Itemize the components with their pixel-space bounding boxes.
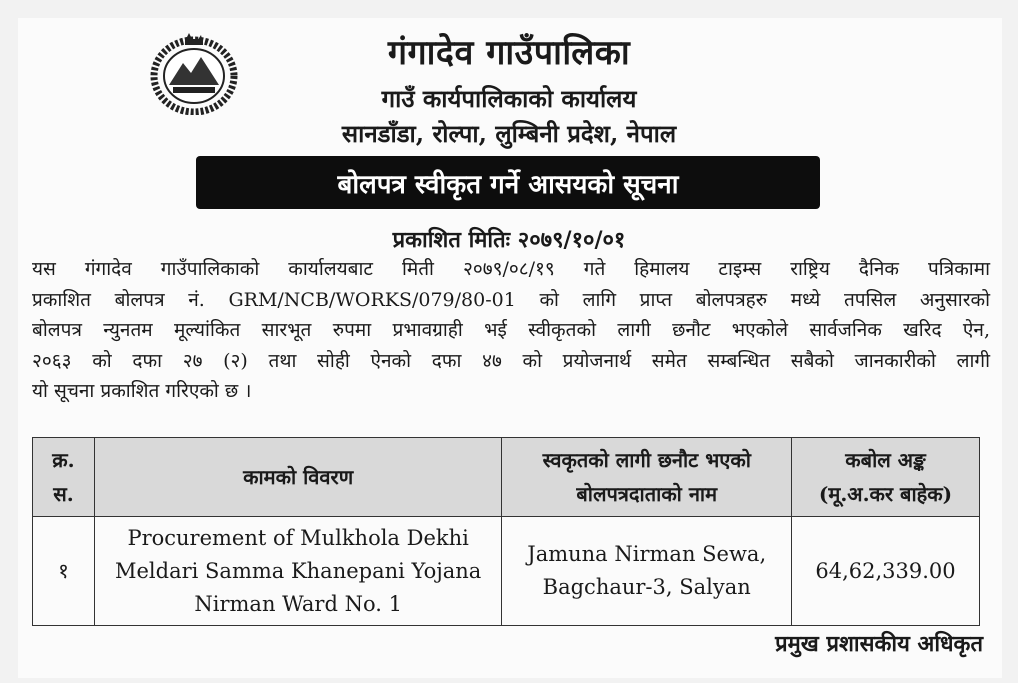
notice-body-line: यस गंगादेव गाउँपालिकाको कार्यालयबाट मिती २०७९/०८/१९ गते हिमालय टाइम्स राष्ट्रिय दैनिक पत्रिकामा	[32, 258, 990, 280]
cell-bidder-line2: Bagchaur-3, Salyan	[542, 575, 751, 599]
col-header-amount-line2: (मू.अ.कर बाहेक)	[818, 482, 953, 506]
cell-work-line2: Meldari Samma Khanepani Yojana	[115, 558, 482, 583]
cell-bidder-line1: Jamuna Nirman Sewa,	[527, 542, 767, 566]
office-address: सानडाँडा, रोल्पा, लुम्बिनी प्रदेश, नेपाल	[341, 119, 677, 148]
col-header-sn	[33, 438, 95, 517]
notice-body-line: यो सूचना प्रकाशित गरिएको छ ।	[32, 380, 252, 402]
notice-body-line: बोलपत्र न्युनतम मूल्यांकित सारभूत रुपमा प्रभावग्राही भई स्वीकृतको लागी छनौट भएकोले सार्वजनिक खरिद ऐन,	[32, 319, 990, 341]
signature-designation: प्रमुख प्रशासकीय अधिकृत	[775, 631, 983, 657]
col-header-bidder	[502, 438, 792, 517]
col-header-amount	[792, 438, 980, 517]
notice-heading: बोलपत्र स्वीकृत गर्ने आसयको सूचना	[196, 156, 820, 209]
table-row	[33, 517, 980, 626]
municipality-title: गंगादेव गाउँपालिका	[387, 33, 631, 73]
published-date: प्रकाशित मितिः २०७९/१०/०१	[392, 227, 626, 253]
notice-body	[32, 254, 990, 407]
col-header-amount-line1: कबोल अङ्क	[845, 448, 926, 472]
col-header-bidder-line1: स्वकृतको लागी छनौट भएको	[542, 448, 751, 472]
col-header-bidder-line2: बोलपत्रदाताको नाम	[576, 482, 718, 506]
col-header-sn-line2: स.	[53, 482, 74, 506]
col-header-sn-line1: क्र.	[52, 448, 75, 472]
notice-body-line: प्रकाशित बोलपत्र नं. GRM/NCB/WORKS/079/80-01 को लागि प्राप्त बोलपत्रहरु मध्ये तपसिल अनुसारको	[32, 288, 990, 311]
cell-work-line1: Procurement of Mulkhola Dekhi	[127, 525, 469, 550]
cell-work	[94, 517, 501, 626]
cell-work-line3: Nirman Ward No. 1	[194, 591, 402, 616]
cell-sn: १	[33, 517, 95, 626]
cell-bidder	[502, 517, 792, 626]
table-header-row	[33, 438, 980, 517]
office-name: गाउँ कार्यपालिकाको कार्यालय	[381, 84, 637, 113]
awarded-works-table	[32, 437, 980, 626]
cell-amount: 64,62,339.00	[792, 517, 980, 626]
col-header-work: कामको विवरण	[94, 438, 501, 517]
notice-body-line: २०६३ को दफा २७ (२) तथा सोही ऐनको दफा ४७ को प्रयोजनार्थ समेत सम्बन्धित सबैको जानकारीको लागी	[32, 349, 990, 372]
